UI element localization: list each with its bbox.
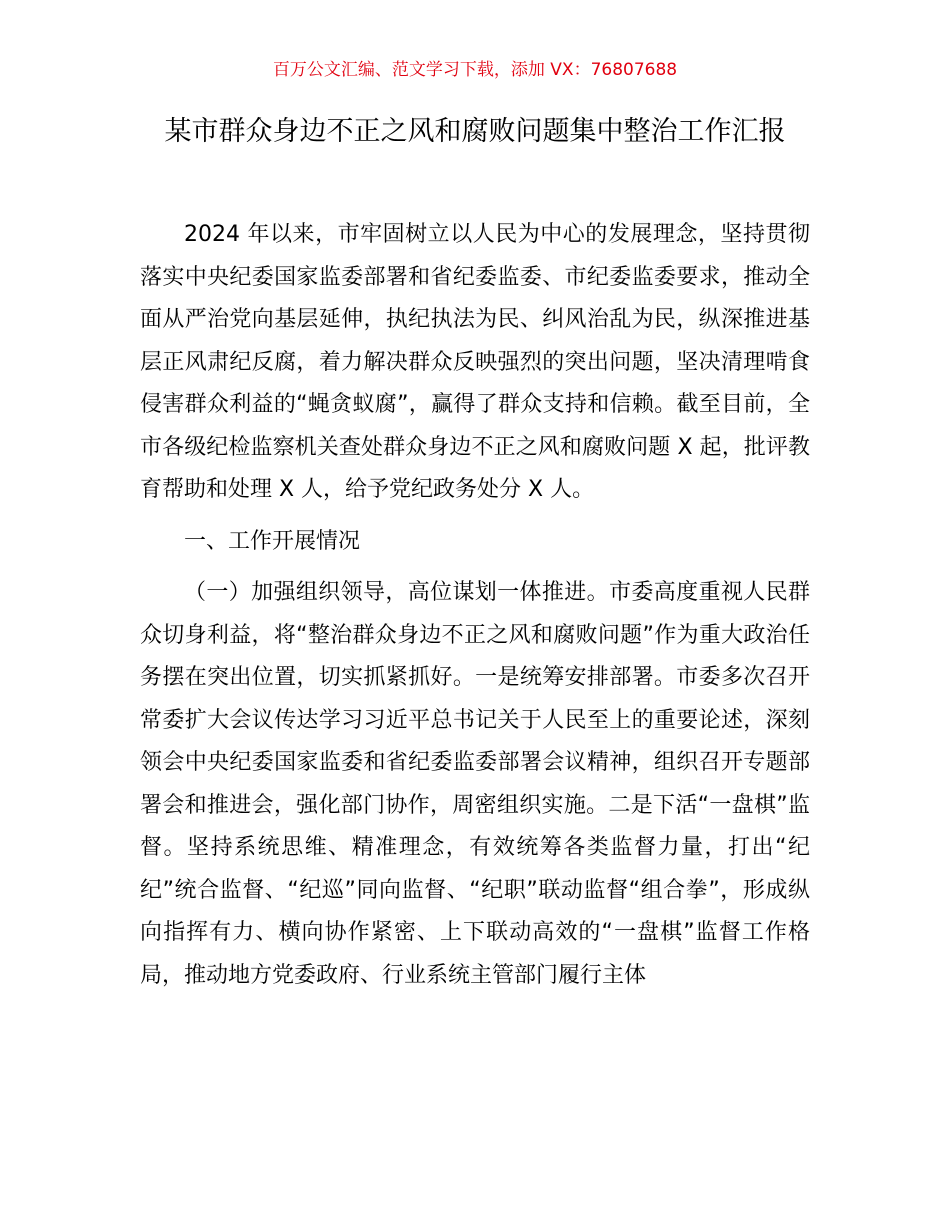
intro-paragraph: 2024 年以来，市牢固树立以人民为中心的发展理念，坚持贯彻落实中央纪委国家监委部署和省纪委监委、市纪委监委要求，推动全面从严治党向基层延伸，执纪执法为民、纠风治乱为民，纵深推进基层正风肃纪反腐，着力解决群众反映强烈的突出问题，坚决清理啃食侵害群众利益的“蝇贪蚁腐”，赢得了群众支持和信赖。截至目前，全市各级纪检监察机关查处群众身边不正之风和腐败问题 X 起，批评教育帮助和处理 X 人，给予党纪政务处分 X 人。 bbox=[140, 222, 810, 502]
header-banner: 百万公文汇编、范文学习下载，添加 VX：76807688 bbox=[272, 60, 678, 80]
section-heading: 一、工作开展情况 bbox=[184, 528, 361, 554]
document-title: 某市群众身边不正之风和腐败问题集中整治工作汇报 bbox=[164, 116, 786, 147]
document-body bbox=[140, 214, 810, 1006]
section-paragraph: （一）加强组织领导，高位谋划一体推进。市委高度重视人民群众切身利益，将“整治群众身边不正之风和腐败问题”作为重大政治任务摆在突出位置，切实抓紧抓好。一是统筹安排部署。市委多次召开常委扩大会议传达学习习近平总书记关于人民至上的重要论述，深刻领会中央纪委国家监委和省纪委监委部署会议精神，组织召开专题部署会和推进会，强化部门协作，周密组织实施。二是下活“一盘棋”监督。坚持系统思维、精准理念，有效统筹各类监督力量，打出“纪纪”统合监督、“纪巡”同向监督、“纪职”联动监督“组合拳”，形成纵向指挥有力、横向协作紧密、上下联动高效的“一盘棋”监督工作格局，推动地方党委政府、行业系统主管部门履行主体 bbox=[140, 580, 810, 988]
